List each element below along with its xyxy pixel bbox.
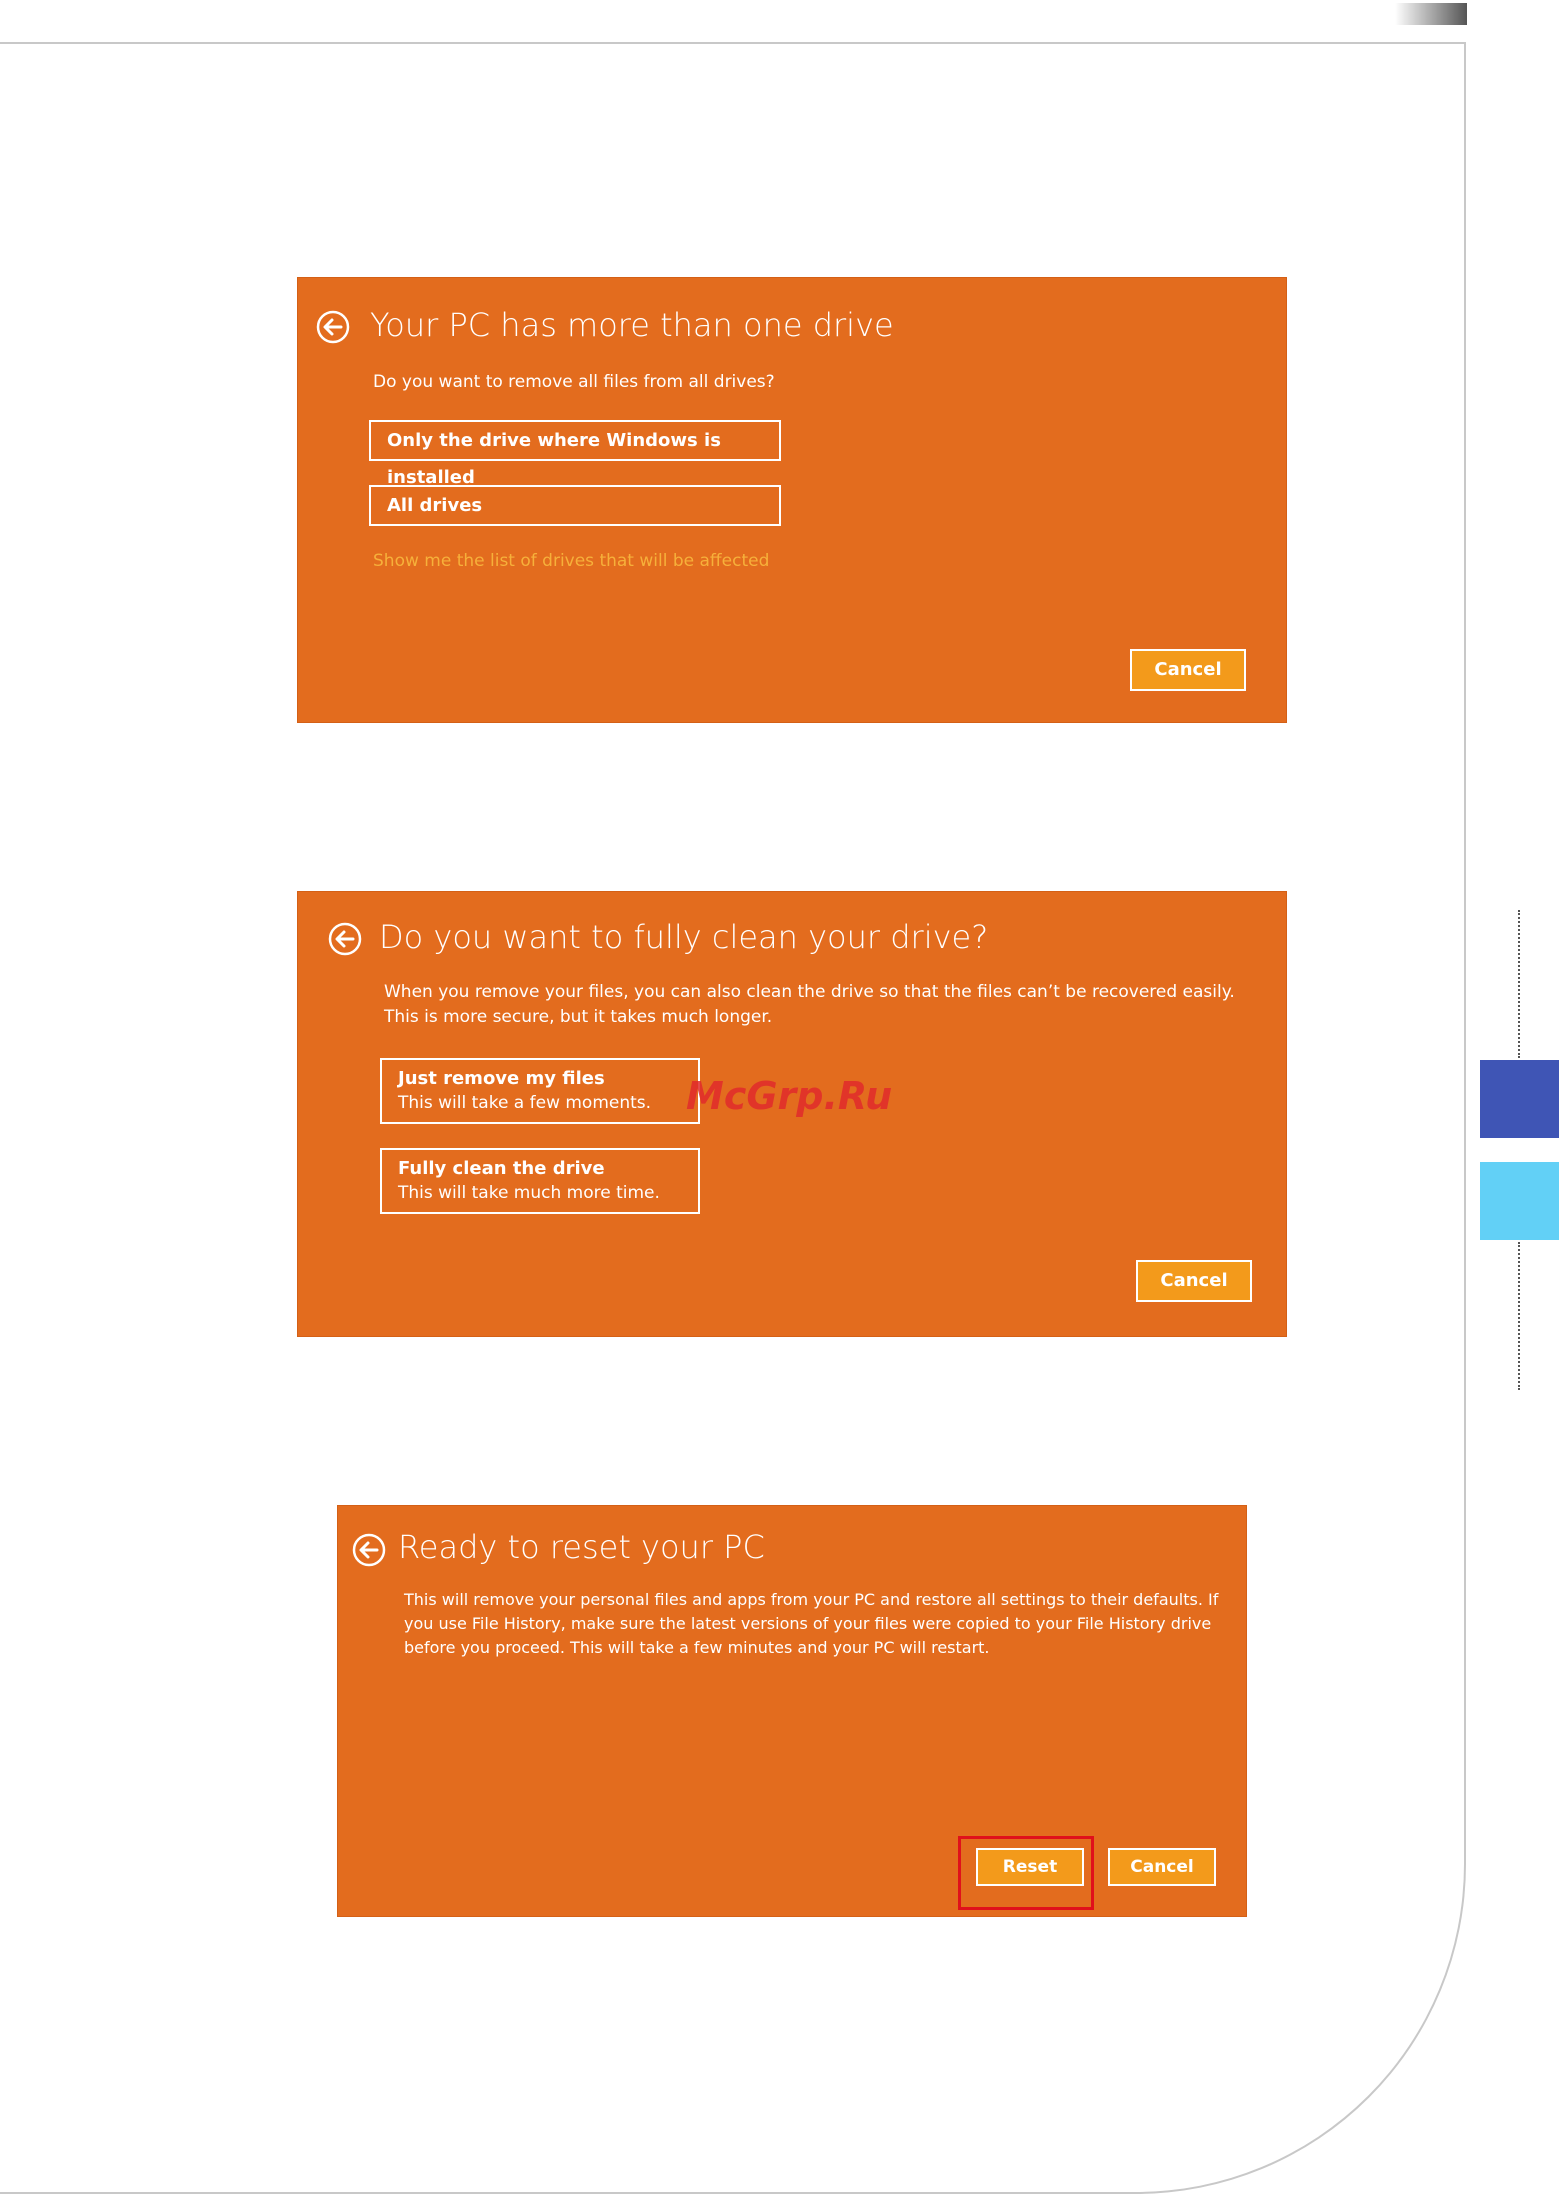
drive-choice-dialog <box>298 278 1286 722</box>
option-label: Only the drive where Windows is installed <box>387 430 721 488</box>
dialog-description-line1: This will remove your personal files and apps from your PC and restore all settings to their defaults. If <box>404 1590 1219 1609</box>
reset-pc-dialog <box>338 1506 1246 1916</box>
side-dotted-line-bottom <box>1518 1242 1520 1390</box>
dialog-description-line1: When you remove your files, you can also clean the drive so that the files can’t be recovered easily. <box>384 982 1235 1002</box>
dialog-question: Do you want to remove all files from all drives? <box>373 372 775 392</box>
cancel-button[interactable]: Cancel <box>1130 649 1246 691</box>
cancel-button[interactable]: Cancel <box>1108 1848 1216 1886</box>
arrow-left-circle-icon[interactable] <box>352 1533 386 1567</box>
dialog-description-line2: This is more secure, but it takes much longer. <box>384 1007 773 1027</box>
arrow-left-circle-icon[interactable] <box>328 922 362 956</box>
option-label: All drives <box>387 495 483 516</box>
dialog-description-line3: before you proceed. This will take a few minutes and your PC will restart. <box>404 1638 990 1657</box>
show-drives-link[interactable]: Show me the list of drives that will be affected <box>373 551 770 571</box>
option-fully-clean-drive[interactable] <box>380 1148 700 1214</box>
option-windows-drive-only[interactable] <box>369 420 781 488</box>
option-just-remove-files[interactable] <box>380 1058 700 1124</box>
side-dotted-line-top <box>1518 910 1520 1058</box>
dialog-description-line2: you use File History, make sure the latest versions of your files were copied to your File History drive <box>404 1614 1212 1633</box>
cancel-button[interactable]: Cancel <box>1136 1260 1252 1302</box>
dialog-title: Do you want to fully clean your drive? <box>379 918 989 956</box>
arrow-left-circle-icon[interactable] <box>316 310 350 344</box>
dialog-title: Your PC has more than one drive <box>370 306 894 344</box>
watermark-text: McGrp.Ru <box>686 1074 893 1118</box>
corner-tab <box>1395 3 1467 25</box>
reset-button[interactable]: Reset <box>976 1848 1084 1886</box>
option-sublabel: This will take much more time. <box>398 1183 660 1203</box>
option-all-drives[interactable] <box>369 485 781 526</box>
option-label: Fully clean the drive <box>398 1158 605 1179</box>
option-label: Just remove my files <box>398 1068 605 1089</box>
side-tab-dark <box>1480 1060 1559 1138</box>
side-tab-light <box>1480 1162 1559 1240</box>
option-sublabel: This will take a few moments. <box>398 1093 652 1113</box>
dialog-title: Ready to reset your PC <box>398 1528 765 1566</box>
